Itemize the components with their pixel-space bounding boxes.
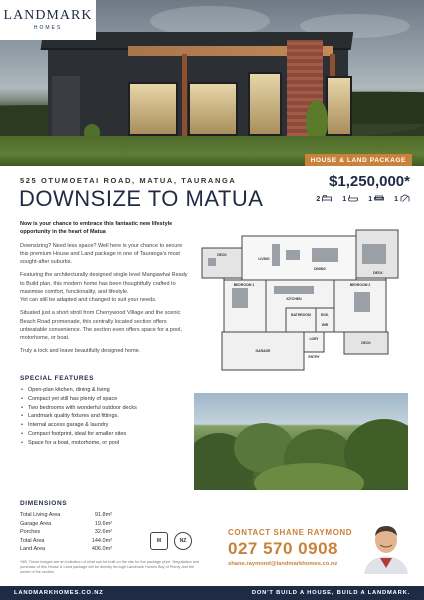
dimension-row	[20, 511, 112, 520]
room-label: DECK	[217, 253, 227, 257]
bath-icon	[348, 194, 358, 204]
dimension-value: 406.0m²	[91, 546, 112, 553]
spec-garage	[394, 194, 410, 204]
dimension-value: 32.6m²	[94, 529, 112, 536]
property-specs	[316, 194, 410, 204]
cert-mark: M	[156, 538, 162, 544]
room-label: WIR	[321, 323, 329, 327]
garage-icon	[400, 194, 410, 204]
dimension-row	[20, 537, 112, 546]
intro-lead: Now is your chance to embrace this fantastic new lifestyle opportunity in the heart of Matua	[20, 221, 173, 236]
room-label: LDRY	[309, 337, 319, 341]
footer-website-link[interactable]: LANDMARKHOMES.CO.NZ	[14, 590, 104, 596]
garage-count: 1	[394, 195, 398, 203]
footer-tagline: DON'T BUILD A HOUSE, BUILD A LANDMARK.	[251, 590, 410, 596]
cert-seal-mark: NZ	[179, 538, 187, 544]
feature-item: • Open-plan kitchen, dining & living	[20, 386, 190, 395]
spec-bedrooms	[316, 194, 332, 204]
room-label: DECK	[373, 271, 383, 275]
room-label: DECK	[361, 341, 371, 345]
room-label: KITCHEN	[286, 297, 302, 301]
dimension-label: Total Living Area	[20, 512, 61, 518]
dimension-label: Total Area	[20, 537, 45, 544]
special-features	[20, 375, 190, 448]
features-heading: SPECIAL FEATURES	[20, 375, 95, 382]
room-label: BEDROOM 2	[349, 283, 371, 287]
room-label: GARAGE	[255, 349, 271, 353]
room-label: BATHROOM	[291, 313, 311, 317]
contact-phone-link[interactable]: 027 570 0908	[228, 539, 338, 558]
certification-seal	[174, 532, 192, 550]
bed-icon	[322, 194, 332, 204]
dimension-value: 19.6m²	[94, 520, 112, 527]
room-label: ENTRY	[308, 355, 320, 359]
sofa-icon	[374, 194, 384, 204]
feature-item: • Compact yet still has plenty of space	[20, 395, 190, 404]
contact-email-link[interactable]: shane.raymond@landmarkhomes.co.nz	[228, 561, 338, 567]
package-badge: HOUSE & LAND PACKAGE	[305, 154, 412, 166]
footer	[0, 586, 424, 600]
dimension-value: 91.8m²	[94, 512, 112, 518]
page-title: DOWNSIZE TO MATUA	[19, 186, 264, 211]
intro-paragraph: Downsizing? Need less space? Well here is your chance to secure this premium House and Land package in one of Tauranga's most sought-after suburbs.	[20, 242, 183, 265]
living-count: 1	[368, 195, 373, 203]
disclaimer: *NB. These images are an indication of what can be built on the site for the package price. Negotiation and purchase of this House & Land package will be directly through Landmark Homes Bay of Plenty and the owner of the section.	[20, 560, 200, 575]
intro-paragraph: Truly a lock and leave beautifully designed home.	[20, 348, 141, 355]
brand-name: LANDMARK	[3, 8, 93, 23]
dimension-label: Porches	[20, 529, 41, 536]
intro-paragraph: Featuring the architecturally designed single level Mangawhai Ready to Build plan, this modern home has been thoughtfully crafted to maximise comfort, functionality, and lifestyle. Yet can still be adapted and changed to suit your needs.	[20, 272, 188, 303]
room-label: LIVING	[258, 257, 270, 261]
brand-logo[interactable]	[0, 0, 96, 40]
feature-item: • Space for a boat, motorhome, or pool	[20, 439, 190, 448]
agent-avatar	[360, 518, 412, 574]
room-label: BEDROOM 1	[233, 283, 255, 287]
dimension-row	[20, 545, 112, 554]
dimension-row	[20, 520, 112, 529]
intro-paragraph: Situated just a short stroll from Cherrywood Village and the scenic Beach Road promenade, this centrally located section offers unbeatable convenience. The section even offers space for a pool, motorhome, or boat.	[20, 310, 182, 341]
dimension-label: Land Area	[20, 546, 46, 553]
spec-living	[368, 194, 384, 204]
dimension-label: Garage Area	[20, 520, 52, 527]
property-address: 525 OTUMOETAI ROAD, MATUA, TAURANGA	[20, 176, 237, 185]
room-label: DINING	[314, 267, 326, 271]
feature-item: • Landmark quality fixtures and fittings.	[20, 412, 190, 421]
floor-plan	[194, 220, 406, 372]
feature-item: • Internal access garage & laundry	[20, 421, 190, 430]
dimension-value: 144.0m²	[91, 537, 112, 544]
dimensions-heading: DIMENSIONS	[20, 500, 68, 507]
price: $1,250,000*	[329, 173, 410, 190]
bedrooms-count: 2	[316, 195, 321, 203]
site-photo	[194, 393, 408, 490]
dimension-row	[20, 528, 112, 537]
feature-item: • Two bedrooms with wonderful outdoor decks	[20, 404, 190, 413]
bathrooms-count: 1	[342, 195, 347, 203]
features-list	[20, 386, 190, 448]
contact-label: CONTACT SHANE RAYMOND	[228, 528, 353, 537]
contact-block	[228, 528, 352, 567]
certification-badge	[150, 532, 168, 550]
feature-item: • Compact footprint, ideal for smaller sites	[20, 430, 190, 439]
dimensions-section	[20, 500, 112, 554]
spec-bathrooms	[342, 194, 358, 204]
brand-sub: HOMES	[33, 25, 63, 31]
intro-section	[20, 220, 188, 361]
room-label: ENS.	[321, 313, 329, 317]
